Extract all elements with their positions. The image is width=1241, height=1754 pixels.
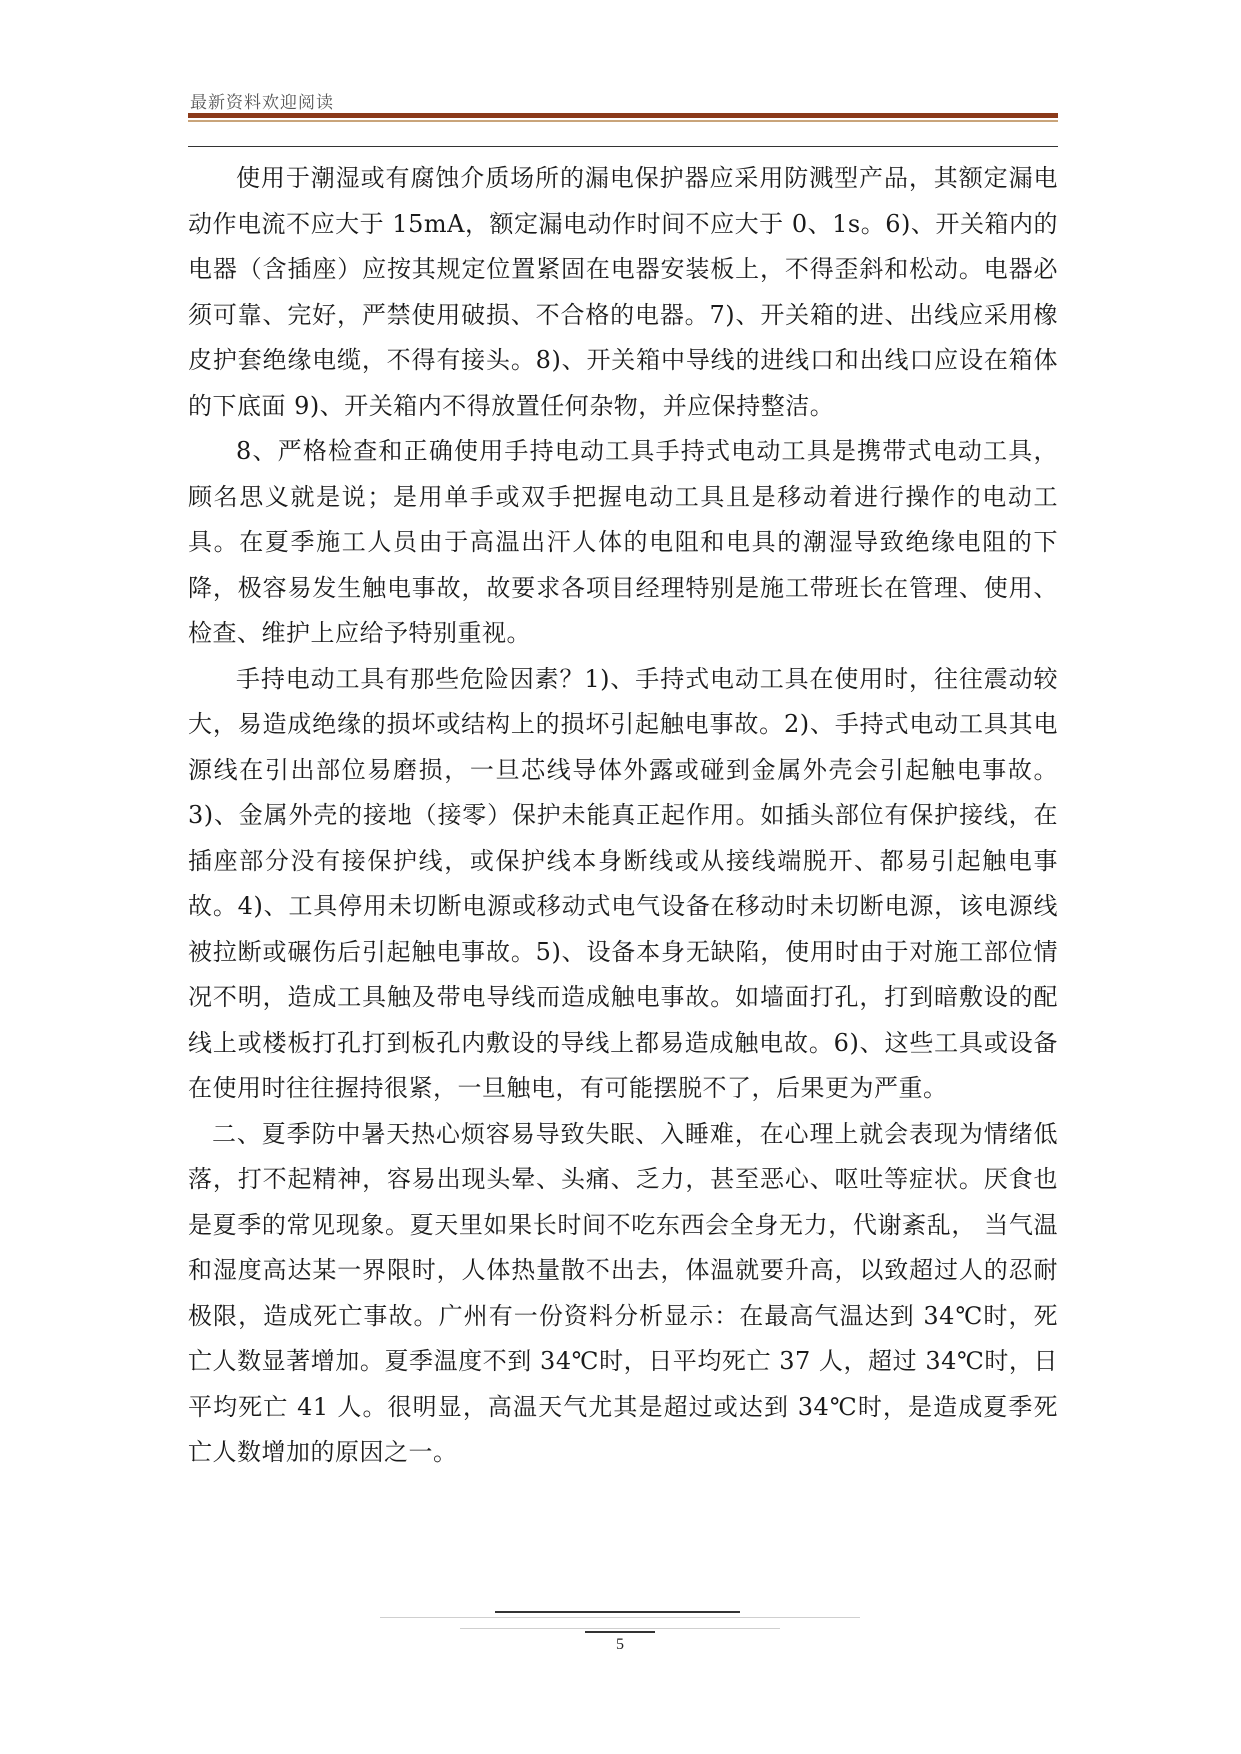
footer-rule-upper-dark xyxy=(495,1611,740,1613)
paragraph-handheld-tools: 8、严格检查和正确使用手持电动工具手持式电动工具是携带式电动工具，顾名思义就是说；是用单手或双手把握电动工具且是移动着进行操作的电动工具。在夏季施工人员由于高温出汗人体的电阻和电具的潮湿导致绝缘电阻的下降，极容易发生触电事故，故要求各项目经理特别是施工带班长在管理、使用、检查、维护上应给予特别重视。 xyxy=(188,437,1058,647)
paragraph-heatstroke: 二、夏季防中暑天热心烦容易导致失眠、入睡难，在心理上就会表现为情绪低落，打不起精神，容易出现头晕、头痛、乏力，甚至恶心、呕吐等症状。厌食也是夏季的常见现象。夏天里如果长时间不吃东西会全身无力，代谢紊乱， 当气温和湿度高达某一界限时，人体热量散不出去，体温就要升高，以致超过人的忍耐极限，造成死亡事故。广州有一份资料分析显示：在最高气温达到 34℃时，死亡人数显著增加。夏季温度不到 34℃时，日平均死亡 37 人，超过 34℃时，日平均死亡 41 人。很明显，高温天气尤其是超过或达到 34℃时，是造成夏季死亡人数增加的原因之一。 xyxy=(188,1119,1058,1466)
footer-rule-lower-dark xyxy=(585,1631,655,1633)
paragraph-leakage-protector: 使用于潮湿或有腐蚀介质场所的漏电保护器应采用防溅型产品，其额定漏电动作电流不应大于 15mA，额定漏电动作时间不应大于 0、1s。6)、开关箱内的电器（含插座）应按其规定位置紧固在电器安装板上，不得歪斜和松动。电器必须可靠、完好，严禁使用破损、不合格的电器。7)、开关箱的进、出线应采用橡皮护套绝缘电缆，不得有接头。8)、开关箱中导线的进线口和出线口应设在箱体的下底面 9)、开关箱内不得放置任何杂物，并应保持整洁。 xyxy=(188,164,1058,420)
footer-rule-lower-light xyxy=(460,1628,780,1629)
header-rule-thin xyxy=(188,146,1058,147)
document-body xyxy=(188,156,1058,1476)
header-title: 最新资料欢迎阅读 xyxy=(190,93,334,113)
page-number: 5 xyxy=(616,1636,624,1653)
header-rule-accent xyxy=(188,120,1058,122)
header-rule-thick xyxy=(188,113,1058,118)
footer-rule-upper-light xyxy=(380,1617,860,1618)
paragraph-tool-hazards: 手持电动工具有那些危险因素？1)、手持式电动工具在使用时，往往震动较大，易造成绝缘的损坏或结构上的损坏引起触电事故。2)、手持式电动工具其电源线在引出部位易磨损，一旦芯线导体外露或碰到金属外壳会引起触电事故。3)、金属外壳的接地（接零）保护未能真正起作用。如插头部位有保护接线，在插座部分没有接保护线，或保护线本身断线或从接线端脱开、都易引起触电事故。4)、工具停用未切断电源或移动式电气设备在移动时未切断电源，该电源线被拉断或碾伤后引起触电事故。5)、设备本身无缺陷，使用时由于对施工部位情况不明，造成工具触及带电导线而造成触电事故。如墙面打孔，打到暗敷设的配线上或楼板打孔打到板孔内敷设的导线上都易造成触电故。6)、这些工具或设备在使用时往往握持很紧，一旦触电，有可能摆脱不了，后果更为严重。 xyxy=(188,664,1058,1102)
